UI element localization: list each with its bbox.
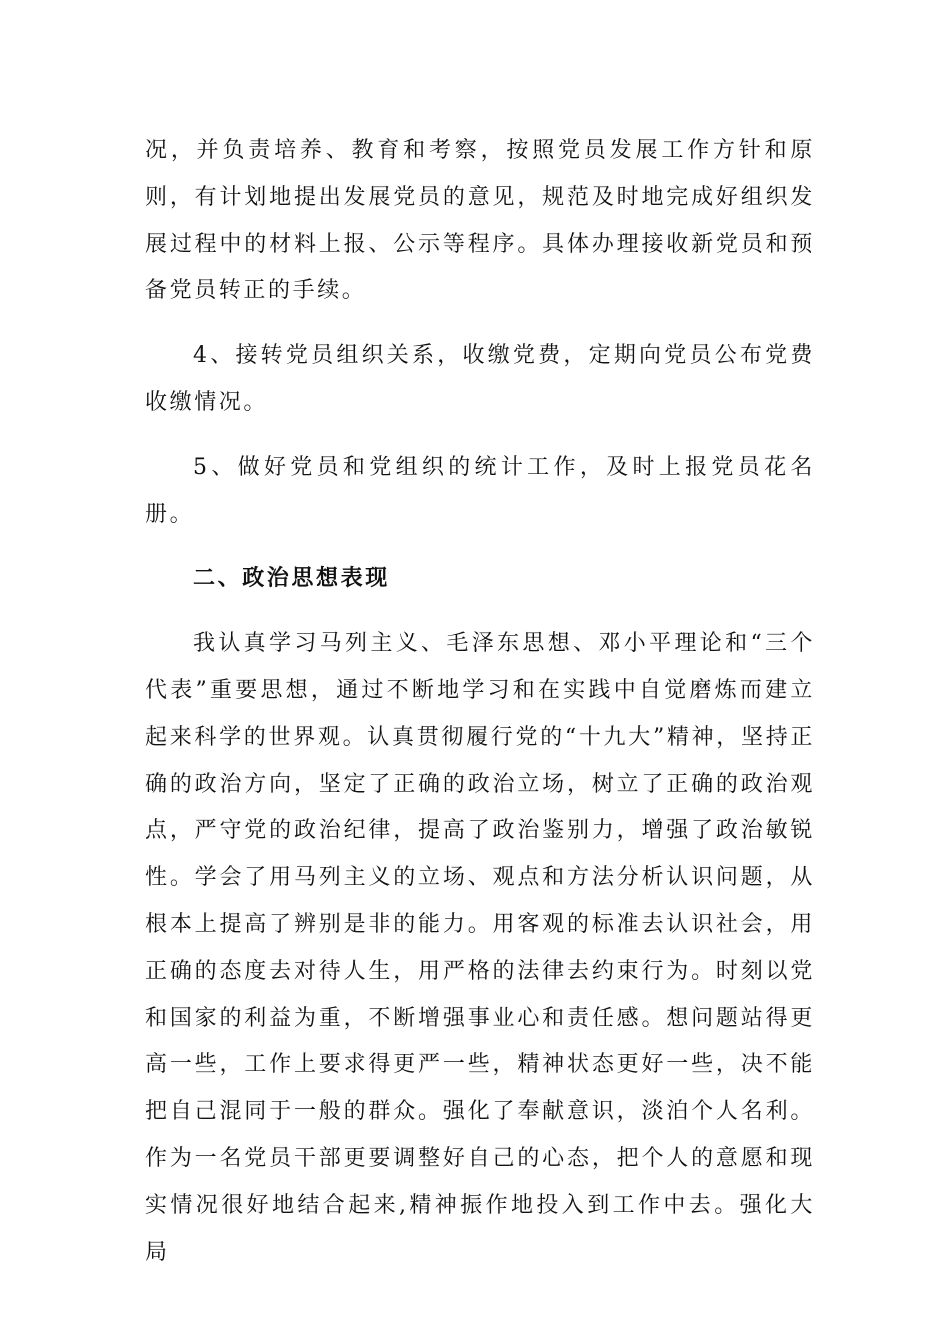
paragraph-continued: 况，并负责培养、教育和考察，按照党员发展工作方针和原则，有计划地提出发展党员的意见，规范及时地完成好组织发展过程中的材料上报、公示等程序。具体办理接收新党员和预备党员转正的手续。 — [145, 138, 815, 304]
paragraph-item-5: 5、做好党员和党组织的统计工作，及时上报党员花名册。 — [145, 454, 815, 527]
document-body — [145, 128, 815, 1276]
paragraph-political-thought: 我认真学习马列主义、毛泽东思想、邓小平理论和“三个代表”重要思想，通过不断地学习和在实践中自觉磨炼而建立起来科学的世界观。认真贯彻履行党的“十九大”精神，坚持正确的政治方向，坚定了正确的政治立场，树立了正确的政治观点，严守党的政治纪律，提高了政治鉴别力，增强了政治敏锐性。学会了用马列主义的立场、观点和方法分析认识问题，从根本上提高了辨别是非的能力。用客观的标准去认识社会，用正确的态度去对待人生，用严格的法律去约束行为。时刻以党和国家的利益为重，不断增强事业心和责任感。想问题站得更高一些，工作上要求得更严一些，精神状态更好一些，决不能把自己混同于一般的群众。强化了奉献意识，淡泊个人名利。作为一名党员干部更要调整好自己的心态，把个人的意愿和现实情况很好地结合起来,精神振作地投入到工作中去。强化大局 — [145, 631, 815, 1265]
section-heading: 二、政治思想表现 — [193, 566, 390, 592]
paragraph-item-4: 4、接转党员组织关系，收缴党费，定期向党员公布党费收缴情况。 — [145, 343, 815, 415]
